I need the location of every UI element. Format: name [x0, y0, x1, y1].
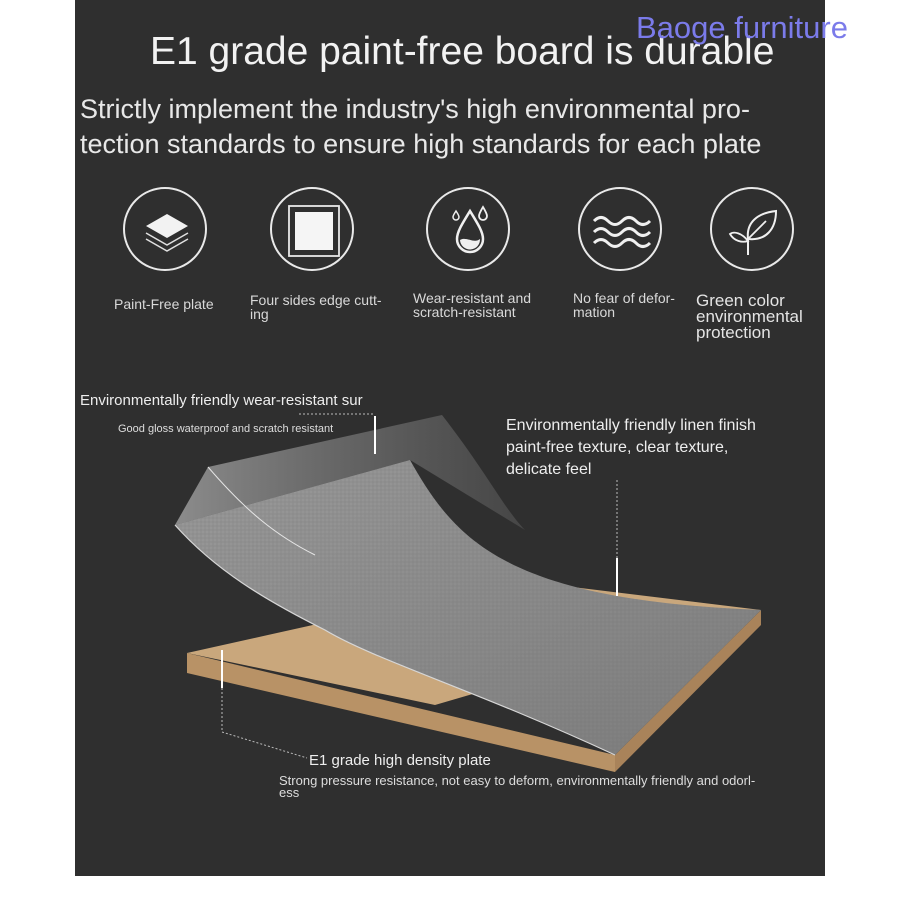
feature-label-no-deformation: No fear of defor- mation	[573, 290, 675, 320]
callout-linen-finish: Environmentally friendly linen finish paint-free texture, clear texture, delicate feel	[506, 417, 756, 478]
brand-watermark: Baoge furniture	[636, 10, 848, 45]
water-drop-icon	[426, 187, 510, 271]
page-subtitle: Strictly implement the industry's high environmental pro- tection standards to ensure high standards for each plate	[80, 94, 762, 159]
feature-label-edge-cutting: Four sides edge cutt- ing	[250, 292, 382, 322]
waves-icon	[578, 187, 662, 271]
leaf-icon	[710, 187, 794, 271]
callout-density-plate-title: E1 grade high density plate	[309, 752, 491, 769]
callout-density-plate-desc: Strong pressure resistance, not easy to deform, environmentally friendly and odorl- ess	[279, 773, 756, 800]
callout-wear-layer-desc: Good gloss waterproof and scratch resistant	[118, 423, 334, 435]
feature-label-wear-resistant: Wear-resistant and scratch-resistant	[413, 290, 532, 320]
callout-wear-layer-title: Environmentally friendly wear-resistant sur	[80, 392, 363, 409]
square-frame-icon	[270, 187, 354, 271]
feature-label-green-protection: Green color environmental protection	[696, 291, 803, 342]
stacked-layers-icon	[123, 187, 207, 271]
page-title: E1 grade paint-free board is durable	[150, 30, 775, 73]
feature-label-paint-free: Paint-Free plate	[114, 296, 214, 312]
